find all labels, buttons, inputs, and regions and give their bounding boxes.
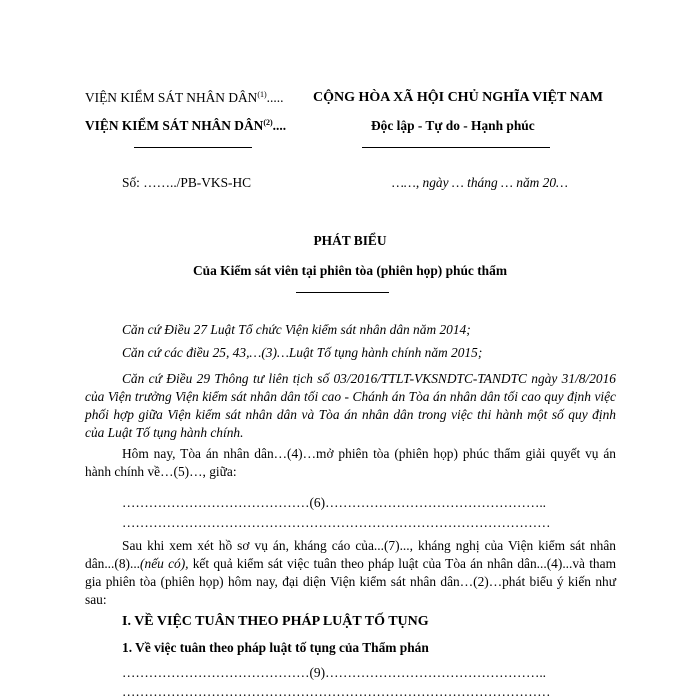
agency-line-1	[85, 90, 283, 106]
summary-line-2a: dân...(8)...	[85, 556, 141, 571]
legal-basis-3-line-3: phối hợp giữa Viện kiểm sát nhân dân và Tòa án nhân dân trong việc thi hành một số quy định	[85, 407, 616, 422]
national-motto: Độc lập - Tự do - Hạnh phúc	[371, 118, 535, 133]
document-title: PHÁT BIỂU	[313, 233, 387, 248]
left-header-underline	[134, 147, 252, 148]
agency-dots-1: .....	[266, 90, 284, 105]
agency-line-2	[85, 118, 286, 134]
summary-line-1: Sau khi xem xét hồ sơ vụ án, kháng cáo của...(7)..., kháng nghị của Viện kiểm sát nhân	[122, 538, 616, 553]
intro-paragraph	[85, 445, 616, 481]
legal-basis-3-line-2: của Viện trưởng Viện kiểm sát nhân dân tối cao - Chánh án Tòa án nhân dân tối cao quy định việc	[85, 389, 616, 404]
section-1-subheading: 1. Về việc tuân theo pháp luật tố tụng của Thẩm phán	[122, 640, 429, 655]
summary-paragraph	[85, 537, 616, 609]
section-1-line-1: ……………………………………(9)…………………………………………..	[122, 665, 547, 680]
title-underline	[296, 292, 389, 293]
legal-basis-3-line-4: của Luật Tố tụng hành chính.	[85, 425, 244, 440]
section-1-line-2: ……………………………………………………………………………………	[122, 684, 551, 699]
legal-basis-2: Căn cứ các điều 25, 43,…(3)…Luật Tố tụng hành chính năm 2015;	[122, 345, 483, 360]
document-number: Số: ……../PB-VKS-HC	[122, 175, 252, 190]
parties-line-1: ……………………………………(6)…………………………………………..	[122, 495, 547, 510]
country-name: CỘNG HÒA XÃ HỘI CHỦ NGHĨA VIỆT NAM	[313, 90, 604, 105]
document-date: ……, ngày … tháng … năm 20…	[392, 175, 568, 190]
agency-dots-2: ....	[272, 118, 287, 133]
agency-name-2: VIỆN KIỂM SÁT NHÂN DÂN	[85, 118, 264, 133]
summary-line-4: sau:	[85, 592, 107, 607]
summary-line-2c: kết quả kiểm sát việc tuân theo pháp luật của Tòa án nhân dân...(4)...và tham	[188, 556, 616, 571]
section-1-heading: I. VỀ VIỆC TUÂN THEO PHÁP LUẬT TỐ TỤNG	[122, 614, 429, 629]
footnote-1: (1)	[257, 90, 267, 99]
legal-basis-3-line-1: Căn cứ Điều 29 Thông tư liên tịch số 03/2016/TTLT-VKSNDTC-TANDTC ngày 31/8/2016	[122, 371, 616, 386]
summary-optional-note: (nếu có),	[140, 556, 189, 571]
summary-line-3: gia phiên tòa (phiên họp) hôm nay, đại diện Viện kiểm sát nhân dân…(2)…phát biểu ý kiến như	[85, 574, 616, 589]
legal-basis-1: Căn cứ Điều 27 Luật Tổ chức Viện kiểm sát nhân dân năm 2014;	[122, 322, 471, 337]
summary-line-2	[85, 555, 616, 573]
intro-line-2: hành chính về…(5)…, giữa:	[85, 464, 237, 479]
agency-name-1: VIỆN KIỂM SÁT NHÂN DÂN	[85, 90, 258, 105]
right-header-underline	[362, 147, 550, 148]
legal-basis-3	[85, 370, 616, 442]
footnote-2: (2)	[263, 118, 273, 127]
intro-line-1: Hôm nay, Tòa án nhân dân…(4)…mở phiên tòa (phiên họp) phúc thẩm giải quyết vụ án	[122, 446, 616, 461]
parties-line-2: ……………………………………………………………………………………	[122, 515, 551, 530]
document-subtitle: Của Kiểm sát viên tại phiên tòa (phiên họp) phúc thẩm	[193, 263, 507, 278]
